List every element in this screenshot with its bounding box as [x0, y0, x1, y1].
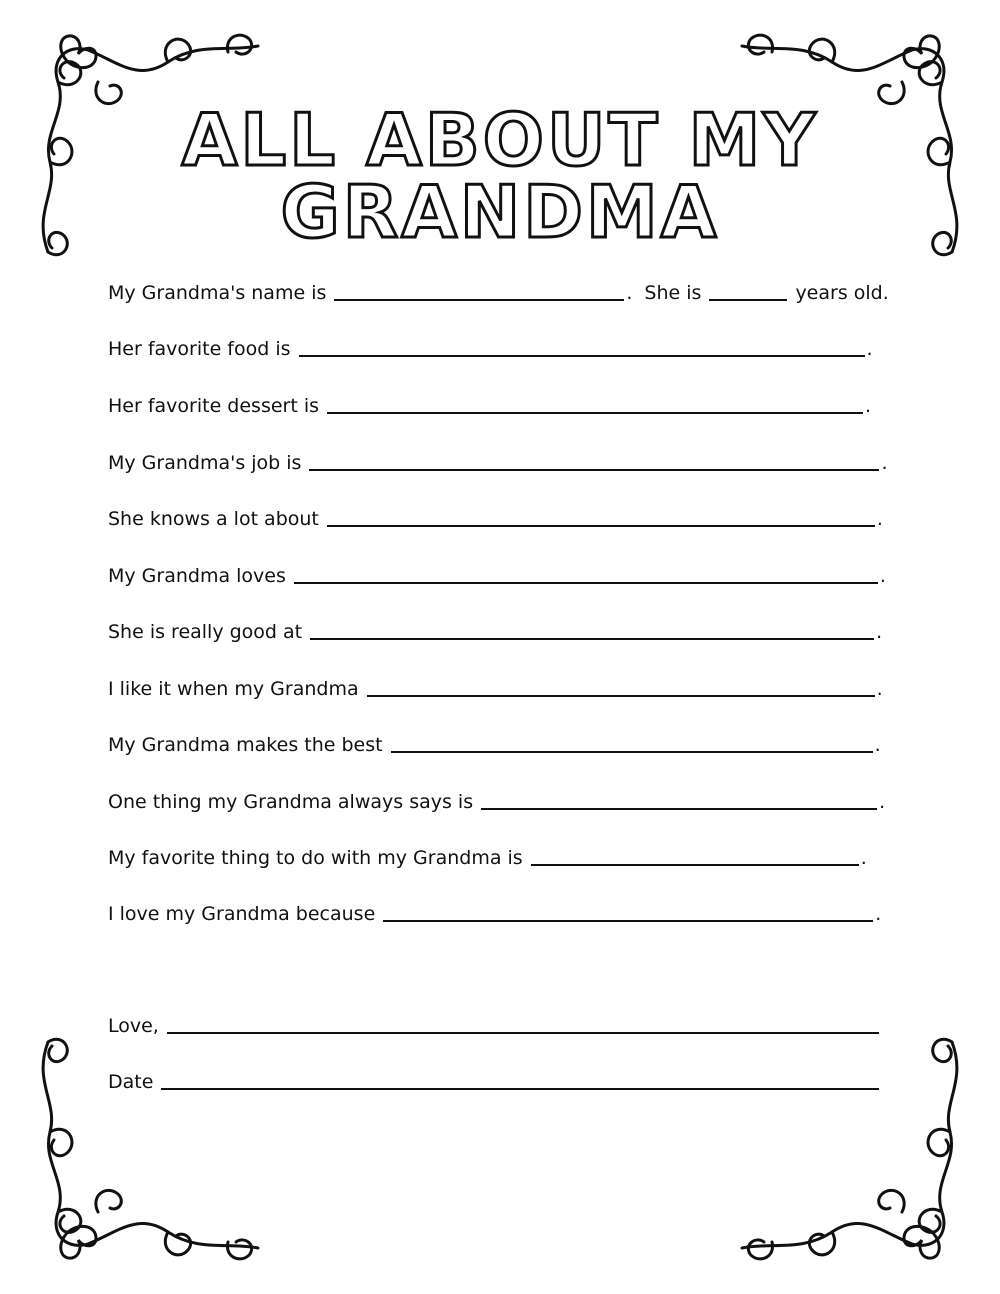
prompt-always-says-label: One thing my Grandma always says is	[108, 791, 474, 813]
name-blank[interactable]	[334, 299, 624, 301]
knows-blank[interactable]	[327, 525, 875, 527]
like-when-blank[interactable]	[367, 695, 875, 697]
good-at-blank[interactable]	[310, 638, 874, 640]
period: .	[876, 621, 883, 643]
prompt-dessert-label: Her favorite dessert is	[108, 395, 320, 417]
period: .	[876, 678, 883, 700]
period: .	[626, 282, 633, 304]
loves-blank[interactable]	[294, 582, 878, 584]
prompt-favorite-thing-row	[108, 849, 867, 868]
prompt-job-row	[108, 454, 888, 473]
prompt-favorite-thing-label: My favorite thing to do with my Grandma is	[108, 847, 523, 869]
prompt-love-because-row	[108, 905, 881, 924]
love-label: Love,	[108, 1015, 159, 1037]
date-blank[interactable]	[161, 1088, 879, 1090]
prompt-like-when-label: I like it when my Grandma	[108, 678, 359, 700]
favorite-thing-blank[interactable]	[531, 864, 859, 866]
date-label: Date	[108, 1071, 154, 1093]
prompt-loves-label: My Grandma loves	[108, 565, 286, 587]
prompt-food-row	[108, 340, 873, 359]
makes-best-blank[interactable]	[391, 751, 873, 753]
dessert-blank[interactable]	[327, 412, 863, 414]
job-blank[interactable]	[309, 469, 879, 471]
prompt-job-label: My Grandma's job is	[108, 452, 302, 474]
date-row	[108, 1073, 881, 1092]
love-because-blank[interactable]	[383, 920, 873, 922]
flourish-bottom-left	[28, 1012, 288, 1272]
prompt-age-end: years old.	[795, 282, 889, 304]
prompt-age-label: She is	[644, 282, 702, 304]
love-row	[108, 1017, 881, 1036]
page-title: ALL ABOUT MY GRANDMA	[181, 98, 819, 254]
period: .	[860, 847, 867, 869]
prompt-always-says-row	[108, 793, 885, 812]
prompt-knows-row	[108, 510, 883, 529]
food-blank[interactable]	[299, 355, 865, 357]
period: .	[874, 734, 881, 756]
period: .	[866, 338, 873, 360]
prompt-makes-best-label: My Grandma makes the best	[108, 734, 383, 756]
period: .	[876, 508, 883, 530]
age-blank[interactable]	[709, 299, 787, 301]
prompt-name-label: My Grandma's name is	[108, 282, 327, 304]
period: .	[875, 903, 882, 925]
prompt-knows-label: She knows a lot about	[108, 508, 319, 530]
period: .	[879, 565, 886, 587]
always-says-blank[interactable]	[481, 808, 877, 810]
period: .	[879, 791, 886, 813]
prompt-dessert-row	[108, 397, 871, 416]
prompt-good-at-row	[108, 623, 882, 642]
prompt-food-label: Her favorite food is	[108, 338, 291, 360]
prompt-like-when-row	[108, 680, 883, 699]
love-blank[interactable]	[167, 1032, 879, 1034]
prompt-love-because-label: I love my Grandma because	[108, 903, 376, 925]
prompt-loves-row	[108, 567, 886, 586]
prompt-name-row	[108, 284, 889, 303]
flourish-bottom-right	[712, 1012, 972, 1272]
prompt-makes-best-row	[108, 736, 881, 755]
period: .	[881, 452, 888, 474]
period: .	[865, 395, 872, 417]
prompt-good-at-label: She is really good at	[108, 621, 303, 643]
